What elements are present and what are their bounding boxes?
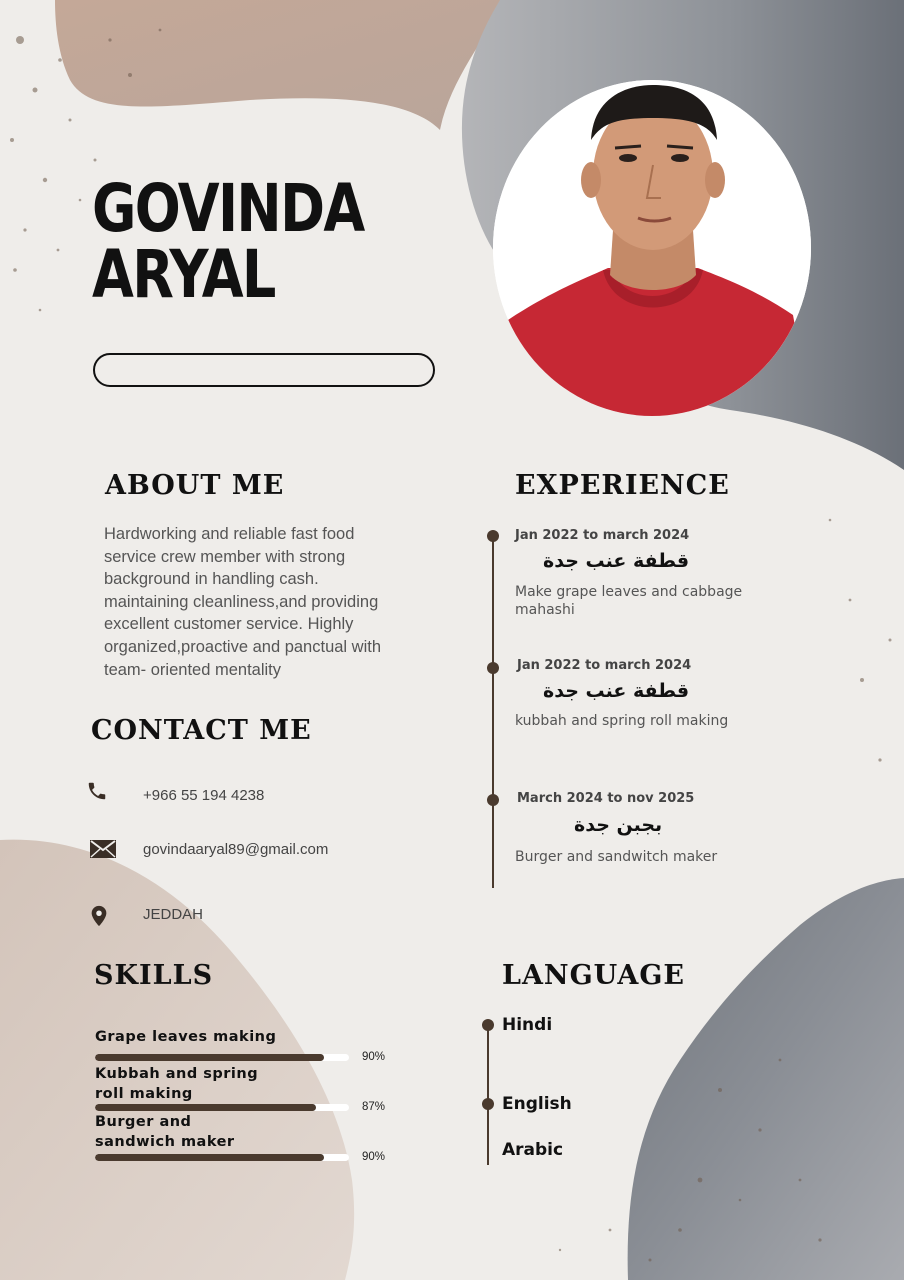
language-item: Arabic [502, 1140, 564, 1160]
skill-bar-fill [95, 1154, 324, 1161]
experience-company: قطفة عنب جدة [543, 550, 690, 572]
portrait-illustration [493, 80, 811, 416]
skill-percent: 90% [362, 1151, 386, 1163]
experience-description: Make grape leaves and cabbage mahashi [515, 584, 743, 618]
experience-description: Burger and sandwitch maker [515, 849, 718, 865]
contact-heading: CONTACT ME [91, 715, 312, 746]
experience-description: kubbah and spring roll making [515, 713, 729, 729]
skill-bar [95, 1054, 349, 1061]
last-name: ARYAL [92, 236, 275, 313]
skill-bar-fill [95, 1104, 316, 1111]
location-pin-icon [90, 905, 108, 927]
email-address[interactable]: govindaaryal89@gmail.com [143, 841, 329, 858]
phone-number[interactable]: +966 55 194 4238 [143, 787, 265, 804]
skill-name: Burger and sandwich maker [95, 1114, 235, 1150]
skill-percent: 87% [362, 1101, 386, 1113]
language-item: English [502, 1094, 572, 1114]
first-name: GOVINDA [92, 170, 364, 247]
experience-heading: EXPERIENCE [515, 470, 730, 501]
language-timeline [487, 1025, 489, 1165]
phone-icon [86, 780, 108, 802]
experience-date: Jan 2022 to march 2024 [517, 658, 692, 673]
skill-name: Grape leaves making [95, 1029, 277, 1045]
experience-company: بجبن جدة [574, 814, 663, 836]
timeline-dot [487, 794, 499, 806]
timeline-dot [487, 662, 499, 674]
language-dot [482, 1019, 494, 1031]
timeline-dot [487, 530, 499, 542]
profile-photo [493, 80, 811, 416]
about-text: Hardworking and reliable fast food service crew member with strong background in handling cash. maintaining cleanliness,and providing excellent customer service. Highly organized,proactive and panctual with team- oriented mentality [104, 525, 382, 679]
skill-bar-fill [95, 1054, 324, 1061]
skill-bar [95, 1154, 349, 1161]
language-heading: LANGUAGE [502, 960, 685, 991]
about-heading: ABOUT ME [105, 470, 285, 501]
title-pill [93, 353, 435, 387]
location-text: JEDDAH [143, 906, 204, 923]
skills-heading: SKILLS [94, 960, 214, 991]
language-dot [482, 1098, 494, 1110]
language-item: Hindi [502, 1015, 553, 1035]
person-name [92, 170, 364, 313]
experience-company: قطفة عنب جدة [543, 680, 690, 702]
skill-bar [95, 1104, 349, 1111]
skill-percent: 90% [362, 1051, 386, 1063]
skill-name: Kubbah and spring roll making [95, 1066, 259, 1102]
experience-date: March 2024 to nov 2025 [517, 791, 695, 806]
envelope-icon [90, 838, 116, 860]
experience-timeline [492, 536, 494, 888]
experience-date: Jan 2022 to march 2024 [515, 528, 690, 543]
